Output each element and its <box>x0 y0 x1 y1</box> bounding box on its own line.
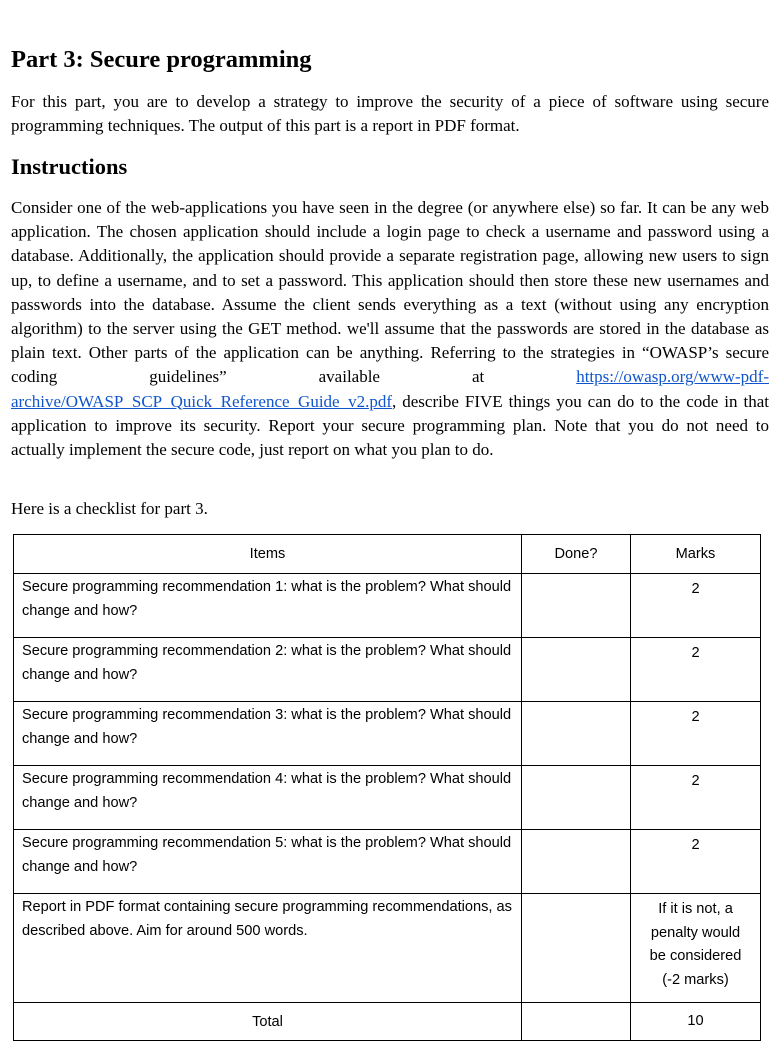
header-marks: Marks <box>631 535 761 574</box>
intro-paragraph: For this part, you are to develop a strategy to improve the security of a piece of software using secure programming techniques. The output of this part is a report in PDF format. <box>11 92 769 135</box>
owasp-guide-link[interactable]: https://owasp.org/www-pdf-archive/OWASP_SCP_Quick_Reference_Guide_v2.pdf <box>11 367 769 411</box>
row-marks: 2 <box>631 766 761 830</box>
row-done <box>522 574 631 638</box>
row-item: Secure programming recommendation 3: what is the problem? What should change and how? <box>14 702 522 766</box>
row-item: Report in PDF format containing secure programming recommendations, as described above. Aim for around 500 words. <box>14 894 522 1003</box>
row-item: Secure programming recommendation 2: what is the problem? What should change and how? <box>14 638 522 702</box>
table-row <box>14 894 761 1003</box>
total-row <box>14 1003 761 1041</box>
header-items: Items <box>14 535 522 574</box>
instructions-paragraph <box>11 196 769 462</box>
checklist-intro: Here is a checklist for part 3. <box>11 499 208 518</box>
row-item: Secure programming recommendation 5: what is the problem? What should change and how? <box>14 830 522 894</box>
row-done <box>522 766 631 830</box>
page-title: Part 3: Secure programming <box>11 46 312 73</box>
total-done <box>522 1003 631 1041</box>
row-done <box>522 638 631 702</box>
table-row <box>14 702 761 766</box>
row-marks: 2 <box>631 830 761 894</box>
instructions-heading: Instructions <box>11 154 128 179</box>
row-marks: 2 <box>631 574 761 638</box>
row-done <box>522 702 631 766</box>
table-row <box>14 766 761 830</box>
row-marks: 2 <box>631 702 761 766</box>
instructions-text-before-link: Consider one of the web-applications you have seen in the degree (or anywhere else) so far. It can be any web application. The chosen application should include a login page to check a username and password using a database. Additionally, the application should provide a separate registration page, allowing new users to sign up, to define a username, and to set a password. This application should then store these new usernames and passwords into the database. Assume the client sends everything as a text (without using any encryption algorithm) to the server using the GET method. we'll assume that the passwords are stored in the database as plain text. Other parts of the application can be anything. Referring to the strategies in “OWASP’s secure coding guidelines” available at <box>11 198 769 387</box>
total-label: Total <box>14 1003 522 1041</box>
table-row <box>14 830 761 894</box>
row-done <box>522 894 631 1003</box>
row-marks: 2 <box>631 638 761 702</box>
instructions-text-after-link: , describe FIVE things you can do to the code in that application to improve its security. Report your secure programming plan. Note that you do not need to actually implement the secure code, just report on what you plan to do. <box>11 391 769 460</box>
checklist-table <box>13 534 761 1041</box>
table-row <box>14 574 761 638</box>
row-item: Secure programming recommendation 4: what is the problem? What should change and how? <box>14 766 522 830</box>
total-marks: 10 <box>631 1003 761 1041</box>
header-done: Done? <box>522 535 631 574</box>
row-item: Secure programming recommendation 1: what is the problem? What should change and how? <box>14 574 522 638</box>
table-header-row <box>14 535 761 574</box>
row-marks: If it is not, a penalty would be considered (-2 marks) <box>631 894 761 1003</box>
table-row <box>14 638 761 702</box>
row-done <box>522 830 631 894</box>
